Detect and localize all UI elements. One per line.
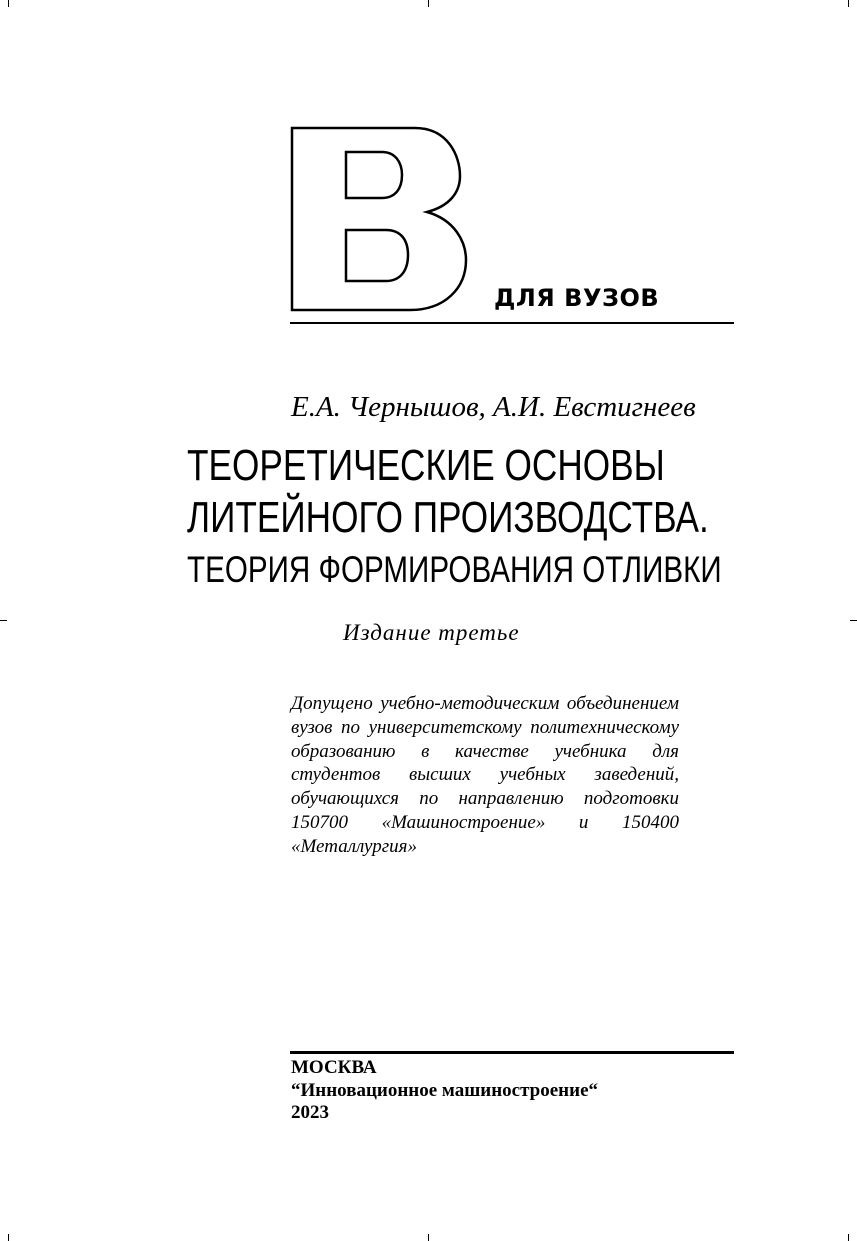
top-divider — [290, 322, 734, 324]
crop-mark-top-left — [8, 0, 9, 7]
imprint-city: МОСКВА — [291, 1057, 377, 1078]
approval-statement: Допущено учебно-методическим объединением вузов по университетскому политехническому образованию в качестве учебника для студентов высших учебных заведений, обучающихся по направлению подготовки 150700 «Машиностроение» и 150400 «Металлургия» — [291, 693, 679, 857]
series-logo-letter-icon — [290, 126, 470, 312]
book-title-line-2: ЛИТЕЙНОГО ПРОИЗВОДСТВА. — [187, 493, 709, 542]
series-logo — [290, 126, 470, 312]
book-authors: Е.А. Чернышов, А.И. Евстигнеев — [291, 391, 696, 423]
crop-mark-left-middle — [0, 620, 7, 621]
crop-mark-top-right — [848, 0, 849, 7]
crop-mark-bottom-left — [8, 1234, 9, 1241]
series-label: ДЛЯ ВУЗОВ — [494, 284, 660, 312]
edition-label: Издание третье — [343, 620, 520, 645]
crop-mark-top-center — [428, 0, 429, 7]
crop-mark-bottom-right — [848, 1234, 849, 1241]
bottom-divider — [290, 1051, 734, 1054]
book-title-line-1: ТЕОРЕТИЧЕСКИЕ ОСНОВЫ — [187, 441, 665, 490]
imprint-publisher: “Инновационное машиностроение“ — [291, 1080, 599, 1101]
imprint-year: 2023 — [291, 1102, 329, 1123]
crop-mark-bottom-center — [428, 1234, 429, 1241]
book-subtitle: ТЕОРИЯ ФОРМИРОВАНИЯ ОТЛИВКИ — [187, 549, 722, 590]
crop-mark-right-middle — [850, 620, 857, 621]
